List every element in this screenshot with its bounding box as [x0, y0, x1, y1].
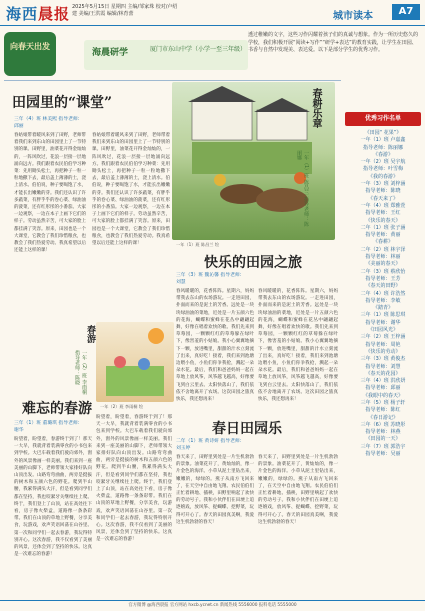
- sidebar-list-item: 指导老师：邱丽: [365, 385, 401, 392]
- sidebar-list-item: 《我眼中的春天》: [362, 392, 403, 399]
- sidebar-list-item: 指导老师：王芳: [365, 275, 401, 282]
- sidebar-list-item: 指导老师：刘慧: [365, 363, 401, 370]
- sidebar-list-item: 《春日游记》: [367, 414, 398, 421]
- sidebar-list-item: 《春天的花园》: [365, 370, 401, 377]
- sidebar-list-item: 指导老师：李敏: [365, 297, 401, 304]
- article-body-a5-cont: 春天来了，田野里到处是一片生机勃勃的景象。油菜花开了，黄灿灿的，像一片金色的海洋。小草从泥土里钻出来，嫩嫩的，绿绿的。燕子从南方飞回来了，在天空中自由地飞翔。农民伯伯们正忙着耕地、插秧，田野里响起了欢快的劳动号子。我和小伙伴们在田埂上追逐嬉戏，放风筝、捉蝴蝶、挖野菜，玩得可开心了。春天的田园真美啊，我爱这生机勃勃的春天！: [258, 455, 338, 525]
- sidebar-list-item: 指导老师：叶雪梅: [362, 166, 403, 173]
- divider: [4, 80, 341, 81]
- article-body-a3-cont: 春风暖暖的，花香阵阵。星期六，妈妈带我去东山的农场游玩。一走进田园，扑面而来的是泥土的芳香。远处是一块块绿油油的菜地，近处是一片五颜六色的花海，蝴蝶和蜜蜂在花丛中翩翩起舞，好像在唱着欢快的歌。我们先来到草莓园，一颗颗红红的草莓躲在绿叶下，像害羞的小姑娘。我小心翼翼地摘下一颗，放进嘴里，甜甜的汁水立刻流了出来，真好吃！接着，我们来到池塘边喂小鱼，小鱼们你争我抢，溅起一朵朵水花。最后，我们和爸爸妈妈一起在草地上放风筝，风筝越飞越高，好像要飞到白云里去。太阳快落山了，我们依依不舍地离开了农场。这次田园之旅真快乐，我还想再来！: [258, 289, 338, 403]
- logo-part-b: 晨报: [38, 5, 71, 23]
- seal-text: 向春天出发: [10, 41, 50, 51]
- column-name: 海晨研学: [92, 48, 129, 58]
- sidebar-list-item: 三年（5）班 杨子轩: [360, 399, 406, 406]
- article-title-a5: 春日田园乐: [212, 421, 282, 437]
- article-title-a2: 春耕乐章: [310, 88, 321, 128]
- spring-outing-painting: [96, 322, 174, 402]
- article-byline-a6: 一年（2）班 李雨桐 指导老师：陈晓: [74, 350, 87, 395]
- article-title-a3: 快乐的田园之旅: [204, 255, 302, 271]
- sidebar-list-item: 《春天来了》: [367, 195, 398, 202]
- sidebar-list-item: 三年（6）班 苏晓彤: [360, 421, 406, 428]
- article-body-a4: 盼望着，盼望着，春游终于到了！那天一大早，我就背着装满零食的小书包来到学校。大巴车载着我们驶向郊外，窗外的风景像画一样美丽。我们来到一座美丽的山脚下，老师带领大家排好队向山顶出发。山路弯弯曲曲，两旁是挺拔的树木和五颜六色的野花。爬到半山腰，我累得满头大汗，但是看到同学们都在坚持，我也咬紧牙关继续往上爬。终于，我们登上了山顶，站在高处往下看，房子像火柴盒，道路像一条条彩带。我们在山顶的草地上野餐，分享美食，玩游戏，欢声笑语回荡在山谷里。第一次和同学们一起去春游，我玩得特别开心。这次春游，我不仅看到了美丽的风景，还体会到了坚持的快乐。这真是一次难忘的春游！: [14, 437, 92, 558]
- section-title: 城市读本: [333, 11, 373, 22]
- intro-paragraph: 透过稚嫩的文字，这些习作闪耀着孩子们的真诚与想象。作为一所历史悠久的学校，我们积极开展“阅读+写作”“研学+表达”的教育实践，让学生在田园、书香与自然中发现美、表达爱。以下是部分学生的优秀习作。: [248, 32, 419, 53]
- sidebar-list-item: 指导老师：陈晓: [365, 188, 401, 195]
- sidebar-list-item: 二年（1）班 张子涵: [360, 224, 406, 231]
- publication-info: 2025年5月15日 星期四 主编/邹家珠 校对/卢绍建 美编/王洪霞 编辑/林育蕾: [72, 4, 178, 17]
- sidebar-list-item: 三年（3）班 黄俊杰: [360, 356, 406, 363]
- sidebar-list-item: 指导老师：周艳: [365, 341, 401, 348]
- article-byline-a5: 二年（1）班 黄诗妍 指导老师：刘玉婷: [176, 439, 245, 451]
- sidebar-list-item: 《田园风光》: [367, 327, 398, 334]
- sidebar-list-item: 三年（7）班 郭浩宇: [360, 443, 406, 450]
- column-school: 厦门市东山中学（小学一至三年级）: [150, 46, 247, 53]
- sidebar-list-item: 《田园的一天》: [365, 436, 401, 443]
- article-title-a4: 难忘的春游: [22, 401, 92, 417]
- sidebar-list-item: 《春游》: [372, 151, 393, 158]
- sidebar-list-item: 《快乐的劳动》: [365, 348, 401, 355]
- article-title-a1: 田园里的“课堂”: [12, 95, 113, 111]
- sidebar-list-item: 指导老师：王红: [365, 210, 401, 217]
- sidebar-list-item: 《美丽的春天》: [365, 261, 401, 268]
- sidebar-list-item: 《踏青》: [372, 305, 393, 312]
- article-byline-a1: 三年（4）班 林美熙 指导老师：邱丽: [14, 117, 83, 129]
- article-byline-a4: 三年（1）班 董璐琪 指导老师：谢华: [14, 421, 83, 433]
- article-body-a3: 春风暖暖的，花香阵阵。星期六，妈妈带我去东山的农场游玩。一走进田园，扑面而来的是泥土的芳香。远处是一块块绿油油的菜地，近处是一片五颜六色的花海，蝴蝶和蜜蜂在花丛中翩翩起舞，好像在唱着欢快的歌。我们先来到草莓园，一颗颗红红的草莓躲在绿叶下，像害羞的小姑娘。我小心翼翼地摘下一颗，放进嘴里，甜甜的汁水立刻流了出来，真好吃！接着，我们来到池塘边喂小鱼，小鱼们你争我抢，溅起一朵朵水花。最后，我们和爸爸妈妈一起在草地上放风筝，风筝越飞越高，好像要飞到白云里去。太阳快落山了，我们依依不舍地离开了农场。这次田园之旅真快乐，我还想再来！: [176, 289, 254, 403]
- sidebar-list-item: 指导老师：吴丽: [365, 451, 401, 458]
- sidebar-list-item: 三年（2）班 王梓涵: [360, 334, 406, 341]
- page-number-badge: A7: [392, 4, 420, 20]
- article-body-a1: 春姑娘带着暖风来到了田野，老师带着我们来到东山的田园里上了一节特别的课。田野里，油菜花开得金灿灿的，一阵风吹过，花浪一层接一层地涌向远方。我们跟着农民伯伯学习种菜：先用锄头松土，再把种子一粒一粒地撒下去，最后盖上薄薄的土，浇上清水。伯伯说，种子要喝饱了水，才能长出嫩嫩的芽。我们还认识了许多蔬菜，有胖乎乎的卷心菜、绿油油的菠菜，还有红彤彤的小番茄。大家一边观察，一边在本子上画下它们的样子。劳动虽然辛苦，可大家的脸上都挂满了笑容。原来，田园也是一个大课堂，它教会了我们珍惜粮食，也教会了我们热爱劳动。我真希望以后还能上这样的课！: [14, 133, 86, 254]
- sidebar-list-item: 二年（4）班 许浩然: [360, 290, 406, 297]
- article-byline-a2: 一年（1）班 陈昌兰 指导老师：陈丽娜: [296, 150, 309, 227]
- sidebar-heading: 优秀习作名单: [345, 112, 421, 126]
- article-body-a4-cont: 盼望着，盼望着，春游终于到了！那天一大早，我就背着装满零食的小书包来到学校。大巴车载着我们驶向郊外，窗外的风景像画一样美丽。我们来到一座美丽的山脚下，老师带领大家排好队向山顶出发。山路弯弯曲曲，两旁是挺拔的树木和五颜六色的野花。爬到半山腰，我累得满头大汗，但是看到同学们都在坚持，我也咬紧牙关继续往上爬。终于，我们登上了山顶，站在高处往下看，房子像火柴盒，道路像一条条彩带。我们在山顶的草地上野餐，分享美食，玩游戏，欢声笑语回荡在山谷里。第一次和同学们一起去春游，我玩得特别开心。这次春游，我不仅看到了美丽的风景，还体会到了坚持的快乐。这真是一次难忘的春游！: [96, 415, 172, 543]
- sidebar-list-item: 指导老师：陈红: [365, 407, 401, 414]
- picture-caption-2: 一年（2）班 李雨桐 绘: [100, 404, 144, 409]
- sidebar-list-item: 指导老师：谢华: [365, 319, 401, 326]
- sidebar-list-item: 一年（1）班 卢嘉鑫: [360, 137, 406, 144]
- sidebar-list-item: 一年（4）班 郑雅萱: [360, 202, 406, 209]
- sidebar-list-item: 《田园“ 花果”》: [364, 130, 402, 136]
- logo-part-a: 海西: [6, 5, 39, 23]
- sidebar-list-item: 二年（2）班 林宇泽: [360, 246, 406, 253]
- sidebar-list-item: 《我的春游》: [367, 173, 398, 180]
- sidebar-list-item: 指导老师：陈丽娜: [362, 144, 403, 151]
- newspaper-logo: [6, 3, 70, 24]
- honor-list-sidebar: [345, 112, 421, 597]
- page-footer: 官方微博 @海西晨报 官方网站 hxcb.ycnet.cn 新闻热线 5556000 报料电话 5555000: [0, 600, 425, 611]
- spring-seal-logo: [4, 32, 56, 76]
- article-body-a5: 春天来了，田野里到处是一片生机勃勃的景象。油菜花开了，黄灿灿的，像一片金色的海洋。小草从泥土里钻出来，嫩嫩的，绿绿的。燕子从南方飞回来了，在天空中自由地飞翔。农民伯伯们正忙着耕地、插秧，田野里响起了欢快的劳动号子。我和小伙伴们在田埂上追逐嬉戏，放风筝、捉蝴蝶、挖野菜，玩得可开心了。春天的田园真美啊，我爱这生机勃勃的春天！: [176, 455, 254, 525]
- sidebar-list-item: 《快乐的春天》: [365, 217, 401, 224]
- sidebar-list-item: 一年（3）班 刘梓涵: [360, 181, 406, 188]
- sidebar-list-item: 指导老师：黄丽: [365, 232, 401, 239]
- sidebar-list: [345, 130, 421, 458]
- sidebar-list-item: 指导老师：林丽: [365, 254, 401, 261]
- sidebar-list-item: 一年（2）班 吴宇航: [360, 159, 406, 166]
- spring-outing-image: [96, 322, 174, 402]
- article-byline-a3: 三年（3）班 魏沁馨 指导老师：刘慧: [176, 273, 245, 285]
- sidebar-list-item: 三年（4）班 洪欣妍: [360, 378, 406, 385]
- sidebar-list-item: 《春耕》: [372, 239, 393, 246]
- article-body-a1-cont: 春姑娘带着暖风来到了田野，老师带着我们来到东山的田园里上了一节特别的课。田野里，油菜花开得金灿灿的，一阵风吹过，花浪一层接一层地涌向远方。我们跟着农民伯伯学习种菜：先用锄头松土，再把种子一粒一粒地撒下去，最后盖上薄薄的土，浇上清水。伯伯说，种子要喝饱了水，才能长出嫩嫩的芽。我们还认识了许多蔬菜，有胖乎乎的卷心菜、绿油油的菠菜，还有红彤彤的小番茄。大家一边观察，一边在本子上画下它们的样子。劳动虽然辛苦，可大家的脸上都挂满了笑容。原来，田园也是一个大课堂，它教会了我们珍惜粮食，也教会了我们热爱劳动。我真希望以后还能上这样的课！: [92, 133, 170, 247]
- sidebar-list-item: 二年（3）班 蔡欣怡: [360, 268, 406, 275]
- sidebar-list-item: 三年（1）班 陈思琪: [360, 312, 406, 319]
- sidebar-list-item: 《春天的田野》: [365, 283, 401, 290]
- picture-caption-1: 一年（1）班 陈昌兰 绘: [176, 242, 220, 247]
- sidebar-list-item: 指导老师：林燕: [365, 429, 401, 436]
- article-title-a6: 春游: [85, 325, 95, 343]
- masthead: [0, 0, 425, 26]
